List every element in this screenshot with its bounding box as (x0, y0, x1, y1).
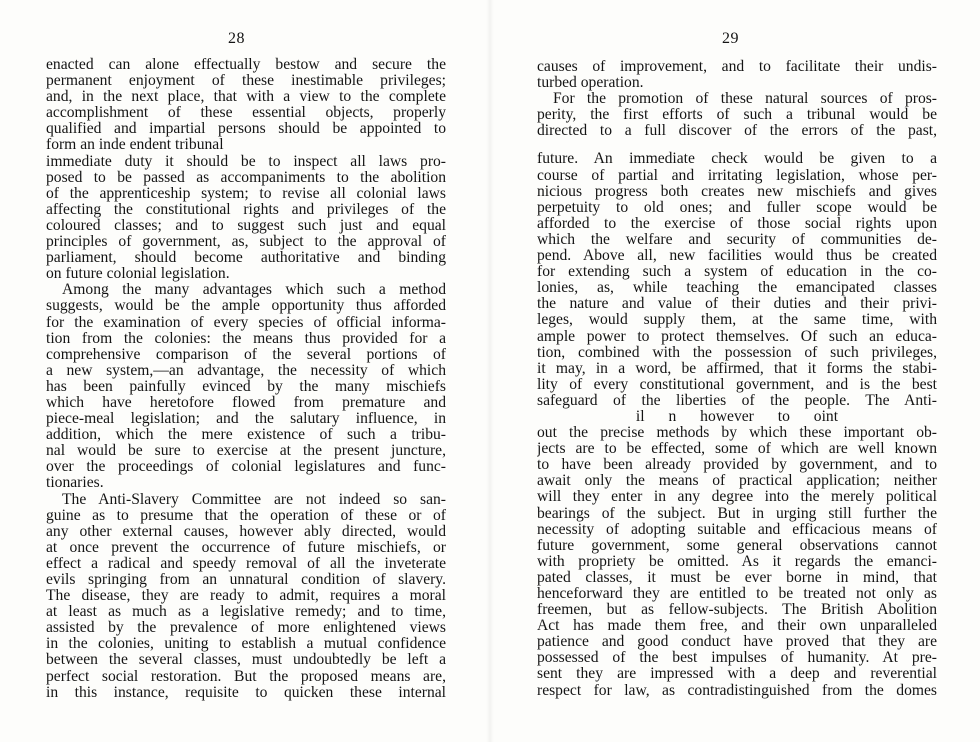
text-line: causes of improvement, and to facilitate their undis- (537, 59, 937, 75)
text-line: immediate duty it should be to inspect all laws pro- (46, 153, 446, 170)
text-line: The disease, they are ready to admit, requires a moral (46, 588, 446, 605)
text-line: the nature and value of their duties and their privi- (537, 296, 937, 313)
text-line: await only the means of practical application; neither (537, 473, 937, 490)
text-line: with propriety be omitted. As it regards the emanci- (537, 553, 937, 570)
right-page (490, 0, 980, 742)
text-line: tion from the colonies: the means thus provided for a (46, 330, 446, 347)
text-line: assisted by the prevalence of more enlightened views (46, 620, 446, 637)
text-line: lonies, as, while teaching the emancipated classes (537, 280, 937, 297)
text-line: safeguard of the liberties of the people. The Anti- (537, 392, 937, 409)
text-line: of the apprenticeship system; to revise all colonial laws (46, 185, 446, 202)
text-line: ample power to protect themselves. Of such an educa- (537, 328, 937, 345)
text-line: afforded to the exercise of those social rights upon (537, 215, 937, 232)
text-line: necessity of adopting suitable and efficacious means of (537, 521, 937, 538)
text-line: perity, the first efforts of such a tribunal would be (537, 107, 937, 124)
page-number: 29 (722, 30, 739, 47)
text-line: evils springing from an unnatural condition of slavery. (46, 572, 446, 588)
text-line: future. An immediate check would be given to a (537, 151, 937, 168)
text-line: between the several classes, must undoubtedly be left a (46, 652, 446, 669)
text-line: pend. Above all, new facilities would thus be created (537, 248, 937, 265)
text-line: effect a radical and speedy removal of all the inveterate (46, 555, 446, 572)
text-line: which have heretofore flowed from premature and (46, 394, 446, 411)
text-line: bearings of the subject. But in urging still further the (537, 505, 937, 522)
text-line: parliament, should become authoritative and binding (46, 250, 446, 267)
text-line: tion, combined with the possession of such privileges, (537, 344, 937, 361)
text-line: accomplishment of these essential objects, properly (46, 105, 446, 122)
text-line: it may, in a word, be affirmed, that it forms the stabi- (537, 360, 937, 377)
text-line: which the welfare and security of communities de- (537, 231, 937, 248)
text-line: in the colonies, uniting to establish a mutual confidence (46, 636, 446, 653)
text-line: turbed operation. (537, 74, 644, 92)
text-line: future government, some general observations cannot (537, 537, 937, 554)
text-line: form an inde endent tribunal (46, 136, 224, 154)
text-line: freemen, but as fellow-subjects. The British Abolition (537, 602, 937, 619)
text-line: comprehensive comparison of the several portions of (46, 346, 446, 363)
page-text (46, 57, 446, 701)
text-line: has been painfully evinced by the many mischiefs (46, 378, 446, 395)
text-line: jects are to be effected, some of which are well known (537, 441, 937, 458)
text-line: and, in the next place, that with a view to the complete (46, 89, 446, 106)
text-line: in this instance, requisite to quicken these internal (46, 684, 446, 701)
text-line: at once prevent the occurrence of future mischiefs, or (46, 539, 446, 556)
text-line: perpetuity to old ones; and fuller scope would be (537, 199, 937, 216)
page-number: 28 (228, 30, 245, 47)
text-line: leges, would supply them, at the same time, with (537, 312, 937, 329)
text-line: coloured classes; and to suggest such just and equal (46, 217, 446, 234)
text-line: course of partial and irritating legislation, whose per- (537, 167, 937, 184)
text-line: principles of government, as, subject to the approval of (46, 234, 446, 251)
text-line: Act has made them free, and their own unparalleled (537, 618, 937, 635)
text-line: a new system,—an advantage, the necessity of which (46, 362, 446, 379)
text-line: possessed of the best impulses of humanity. At pre- (537, 650, 937, 667)
text-line: For the promotion of these natural sources of pros- (553, 91, 937, 108)
text-line: The Anti-Slavery Committee are not indeed so san- (62, 491, 446, 508)
text-line: at least as much as a legislative remedy; and to time, (46, 604, 446, 621)
text-line: permanent enjoyment of these inestimable privileges; (46, 73, 446, 90)
text-line: to have been already provided by government, and to (537, 457, 937, 474)
text-line: any other external causes, however ably directed, would (46, 523, 446, 540)
text-line: perfect social restoration. But the proposed means are, (46, 668, 446, 685)
text-line: il n however to oint (635, 407, 839, 425)
text-line: lity of every constitutional government, and is the best (537, 376, 937, 393)
text-line: on future colonial legislation. (46, 265, 230, 283)
text-line: qualified and impartial persons should be appointed to (46, 121, 446, 138)
text-line: piece-meal legislation; and the salutary influence, in (46, 411, 446, 428)
text-line: suggests, would be the ample opportunity thus afforded (46, 298, 446, 315)
text-line: out the precise methods by which these important ob- (537, 425, 937, 442)
text-line: nicious progress both creates new mischiefs and gives (537, 183, 937, 200)
text-line: patience and good conduct have proved that they are (537, 634, 937, 651)
text-line: posed to be passed as accompaniments to the abolition (46, 169, 446, 186)
text-line: nal would be sure to exercise at the present juncture, (46, 443, 446, 460)
text-line: affecting the constitutional rights and privileges of the (46, 201, 446, 218)
text-line: respect for law, as contradistinguished from the domes (537, 682, 937, 699)
text-line: for extending such a system of education in the co- (537, 264, 937, 281)
text-line: henceforward they are entitled to be treated not only as (537, 586, 937, 602)
page-text (537, 59, 937, 699)
text-line: directed to a full discover of the errors of the past, (537, 123, 937, 140)
text-line: for the examination of every species of official informa- (46, 314, 446, 331)
text-line: will they enter in any degree into the merely political (537, 489, 937, 506)
text-line: sent they are impressed with a deep and reverential (537, 666, 937, 683)
text-line: guine as to presume that the operation of these or of (46, 507, 446, 524)
text-line: enacted can alone effectually bestow and secure the (46, 57, 446, 73)
text-line: pated classes, it must be ever borne in mind, that (537, 569, 937, 586)
text-line: Among the many advantages which such a method (62, 282, 446, 299)
text-line: tionaries. (46, 474, 104, 492)
text-line: addition, which the mere existence of such a tribu- (46, 427, 446, 444)
text-line: over the proceedings of colonial legislatures and func- (46, 459, 446, 476)
